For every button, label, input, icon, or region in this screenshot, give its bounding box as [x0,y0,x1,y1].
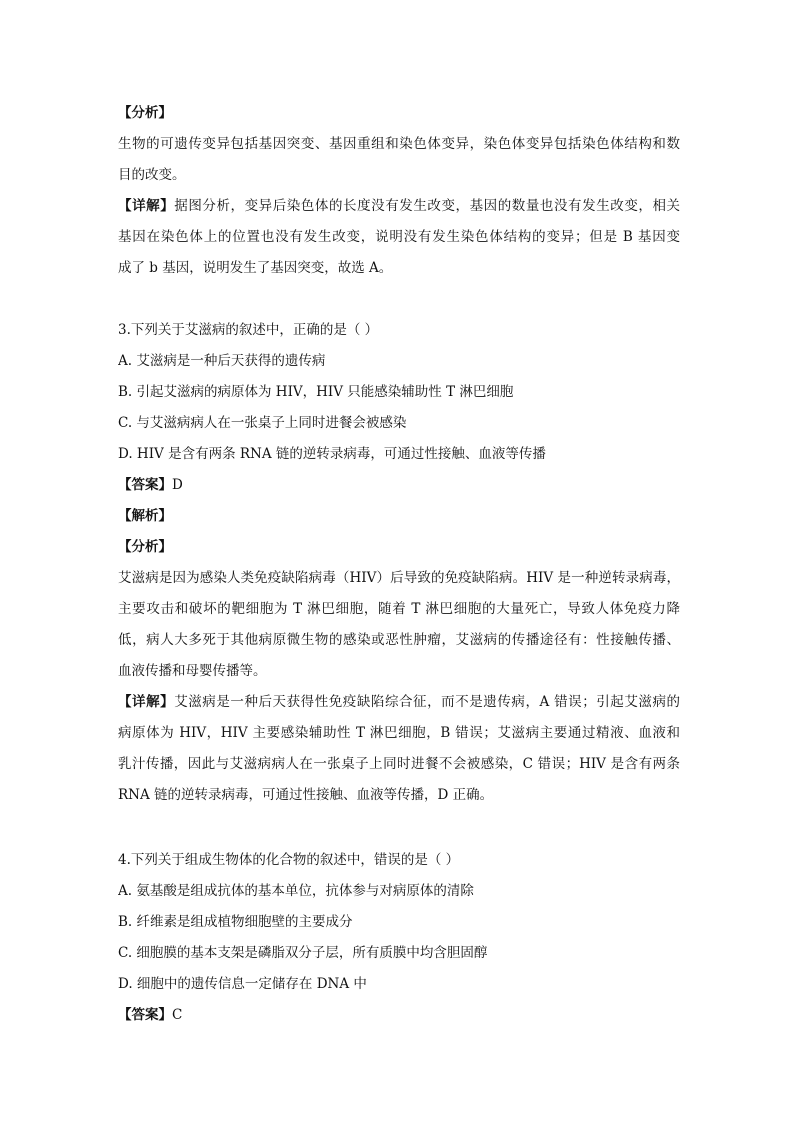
detail-text: 据图分析，变异后染色体的长度没有发生改变，基因的数量也没有发生改变，相关 [174,198,680,214]
analysis-heading: 【分析】 [118,539,172,555]
analysis-line: 主要攻击和破坏的靶细胞为 T 淋巴细胞，随着 T 淋巴细胞的大量死亡，导致人体免疫力降 [118,601,680,617]
prev-question-analysis [118,98,680,284]
analysis-line: 低，病人大多死于其他病原微生物的感染或恶性肿瘤，艾滋病的传播途径有：性接触传播、 [118,632,680,648]
option-c: C. 细胞膜的基本支架是磷脂双分子层，所有质膜中均含胆固醇 [118,945,488,961]
analysis-line: 生物的可遗传变异包括基因突变、基因重组和染色体变异，染色体变异包括染色体结构和数 [118,136,680,152]
answer-value: D [172,477,183,493]
detail-line: 基因在染色体上的位置也没有发生改变，说明没有发生染色体结构的变异；但是 B 基因变 [118,229,680,245]
detail-text: 艾滋病是一种后天获得性免疫缺陷综合征，而不是遗传病，A 错误；引起艾滋病的 [174,694,680,710]
analysis-heading: 【分析】 [118,105,172,121]
option-d: D. 细胞中的遗传信息一定储存在 DNA 中 [118,976,367,992]
question-3 [118,315,680,811]
detail-line: 成了 b 基因，说明发生了基因突变，故选 A。 [118,260,393,276]
detail-paragraph-line [118,191,680,222]
option-b: B. 引起艾滋病的病原体为 HIV，HIV 只能感染辅助性 T 淋巴细胞 [118,384,514,400]
question-4 [118,845,680,1031]
analysis-line: 目的改变。 [118,167,186,183]
answer-value: C [172,1007,183,1023]
answer-label: 【答案】 [118,477,172,493]
analysis-line: 艾滋病是因为感染人类免疫缺陷病毒（HIV）后导致的免疫缺陷病。HIV 是一种逆转录病毒， [118,570,680,586]
option-a: A. 氨基酸是组成抗体的基本单位，抗体参与对病原体的清除 [118,883,474,899]
option-c: C. 与艾滋病病人在一张桌子上同时进餐会被感染 [118,415,407,431]
analysis-line: 血液传播和母婴传播等。 [118,663,267,679]
question-stem: 3.下列关于艾滋病的叙述中，正确的是（ ） [118,322,379,338]
question-stem: 4.下列关于组成生物体的化合物的叙述中，错误的是（ ） [118,852,460,868]
detail-label: 【详解】 [118,694,175,710]
answer-label: 【答案】 [118,1007,172,1023]
detail-paragraph-line [118,687,680,718]
option-b: B. 纤维素是组成植物细胞壁的主要成分 [118,914,353,930]
answer-line [118,1000,680,1031]
detail-label: 【详解】 [118,198,175,214]
detail-line: 病原体为 HIV，HIV 主要感染辅助性 T 淋巴细胞，B 错误；艾滋病主要通过精液、血液和 [118,725,680,741]
answer-line [118,470,680,501]
detail-line: RNA 链的逆转录病毒，可通过性接触、血液等传播，D 正确。 [118,787,494,803]
explanation-heading: 【解析】 [118,508,172,524]
option-d: D. HIV 是含有两条 RNA 链的逆转录病毒，可通过性接触、血液等传播 [118,446,546,462]
option-a: A. 艾滋病是一种后天获得的遗传病 [118,353,326,369]
detail-line: 乳汁传播，因此与艾滋病病人在一张桌子上同时进餐不会被感染，C 错误；HIV 是含有两条 [118,756,680,772]
